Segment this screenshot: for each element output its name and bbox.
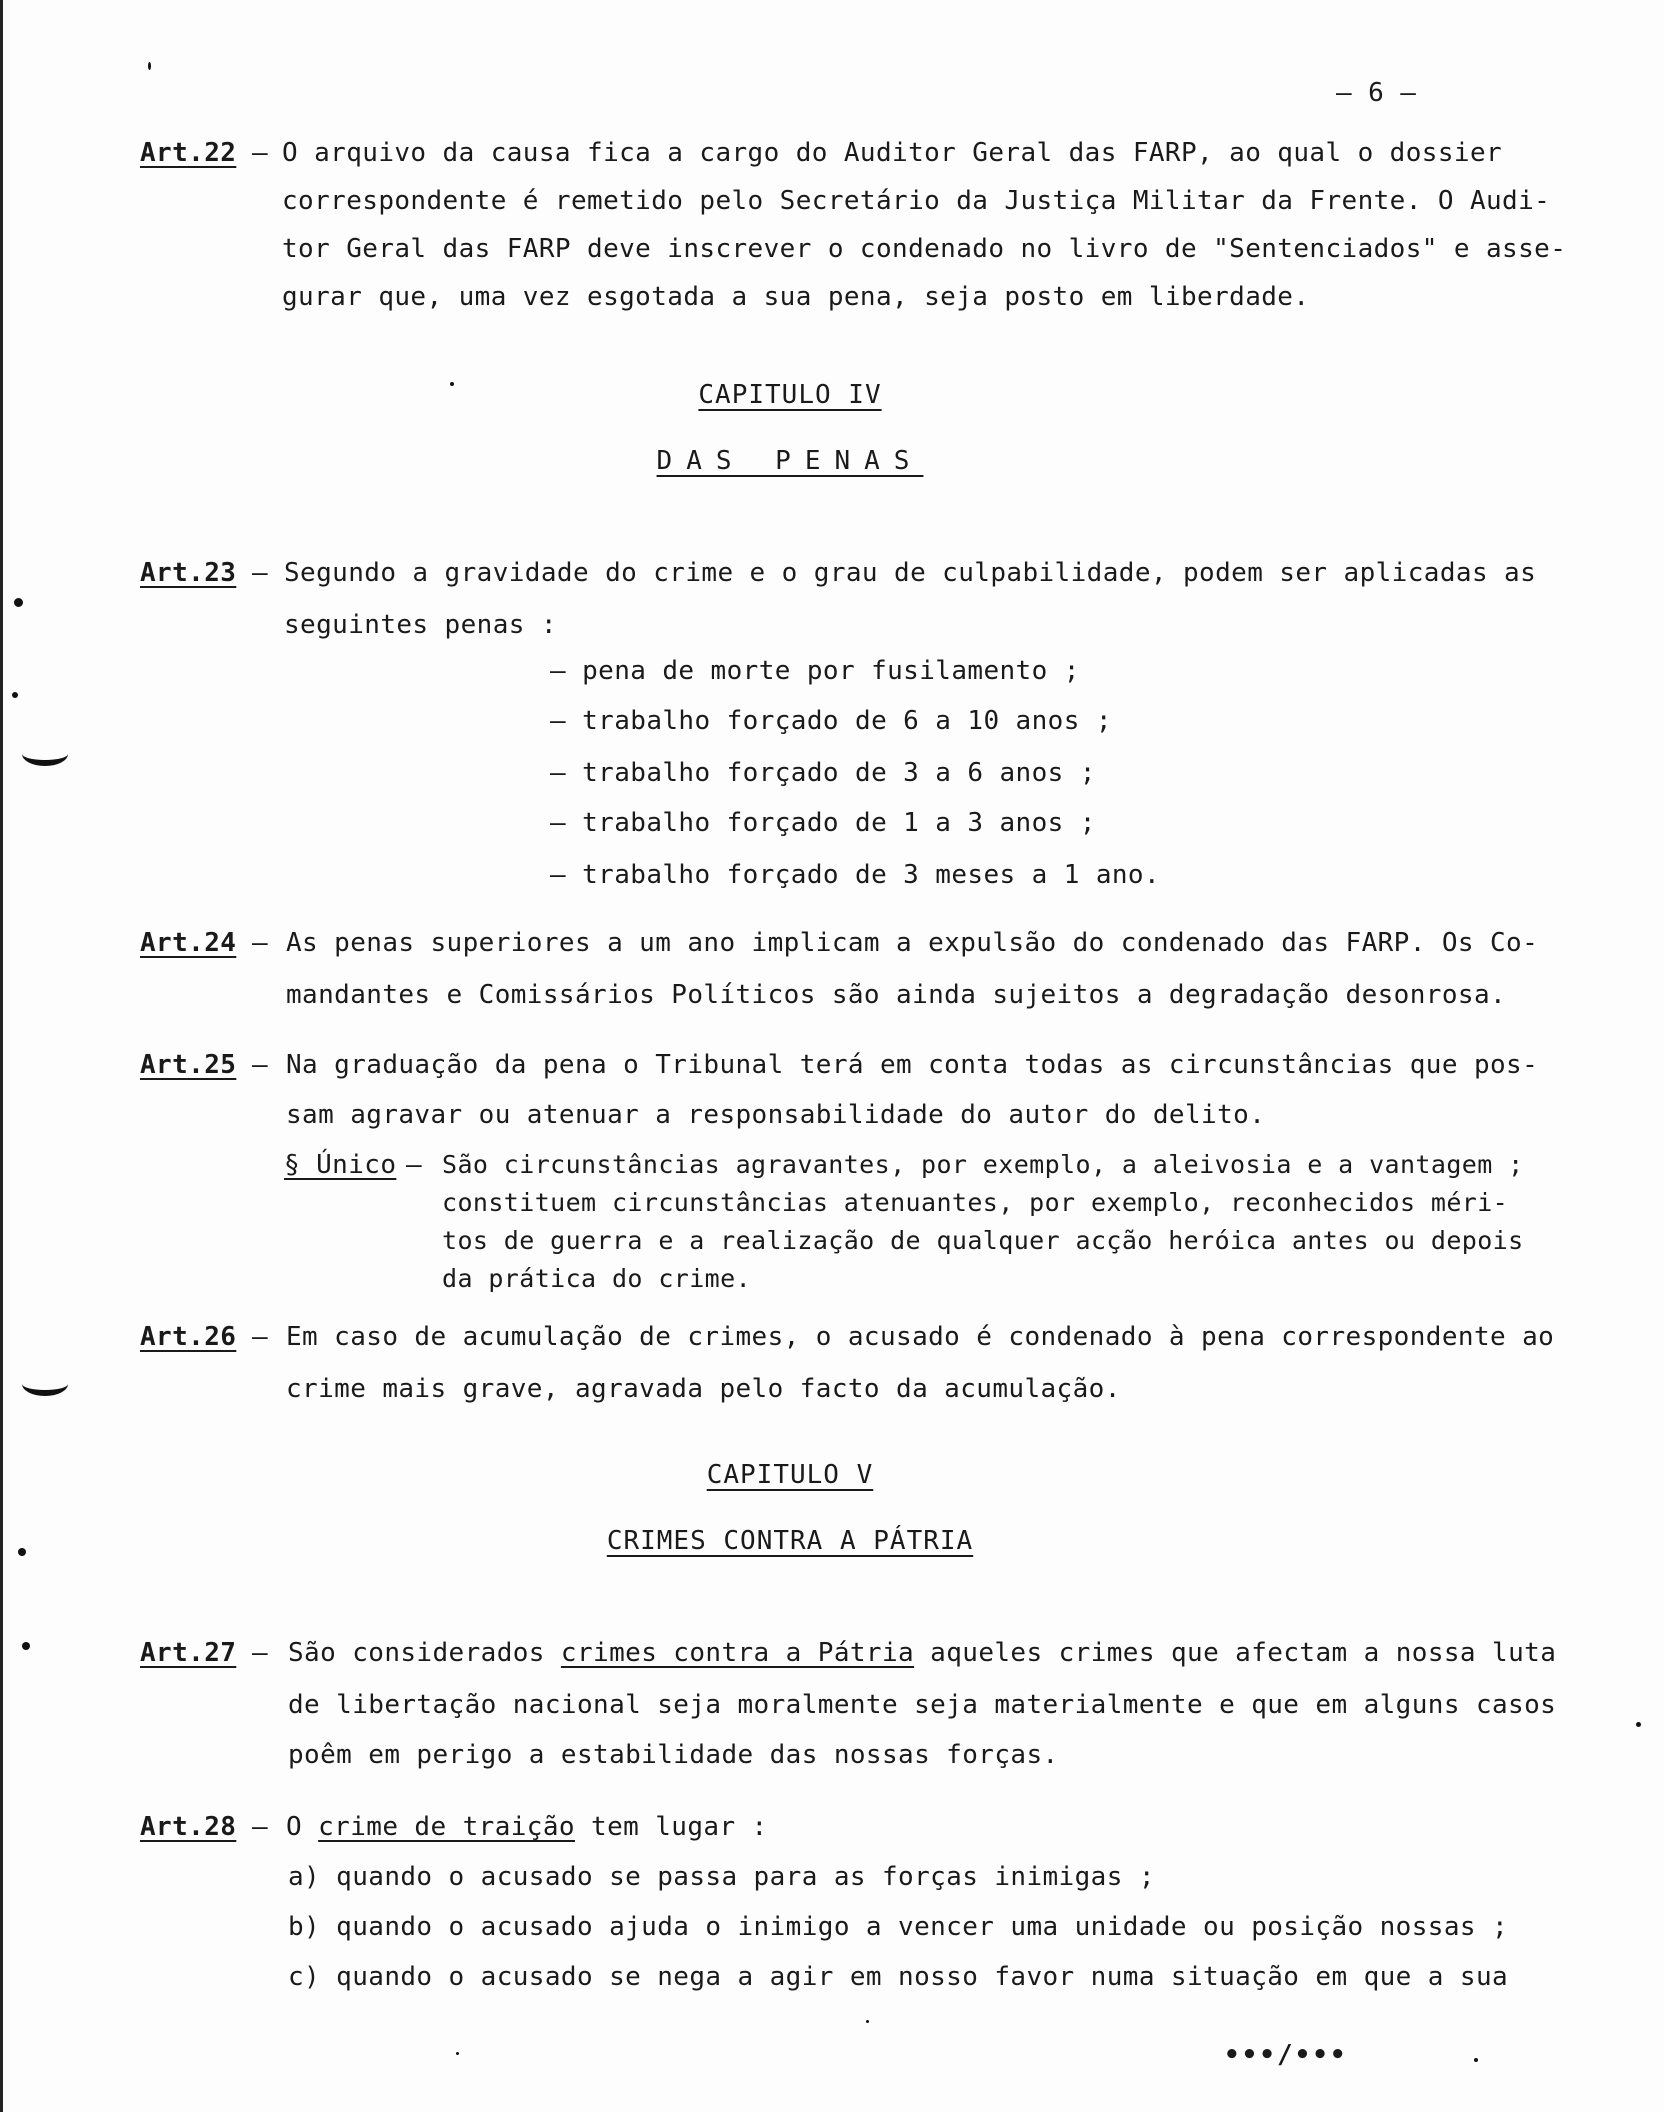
page-left-edge (0, 0, 3, 2112)
continuation-mark: •••/••• (1224, 2040, 1348, 2070)
paragrafo-unico-line-3: tos de guerra e a realização de qualquer acção heróica antes ou depois (442, 1226, 1524, 1255)
penalty-item: – pena de morte por fusilamento ; (550, 656, 1080, 686)
art-22-line-2: correspondente é remetido pelo Secretário da Justiça Militar da Frente. O Audi- (282, 186, 1551, 216)
art-27-dash: – (252, 1638, 269, 1668)
scan-mark (22, 1372, 68, 1396)
art-28-defined-term: crime de traição (318, 1812, 575, 1842)
art-27-line-2: de libertação nacional seja moralmente seja materialmente e que em alguns casos (288, 1690, 1557, 1720)
penalty-item: – trabalho forçado de 3 meses a 1 ano. (550, 860, 1161, 890)
art-22-label: Art.22 (140, 138, 237, 168)
paragrafo-unico-line-2: constituem circunstâncias atenuantes, por exemplo, reconhecidos méri- (442, 1188, 1509, 1217)
penalty-item: – trabalho forçado de 1 a 3 anos ; (550, 808, 1096, 838)
art-23-line-1: Segundo a gravidade do crime e o grau de culpabilidade, podem ser aplicadas as (284, 558, 1537, 588)
art-28-line-1-start: O (286, 1812, 319, 1842)
page-number: – 6 – (1336, 78, 1417, 108)
art-23-dash: – (252, 558, 269, 588)
treason-case-item: b) quando o acusado ajuda o inimigo a vencer uma unidade ou posição nossas ; (288, 1912, 1509, 1942)
art-27-line-1 (288, 1628, 1556, 1678)
penalty-item: – trabalho forçado de 3 a 6 anos ; (550, 758, 1096, 788)
art-22-line-3: tor Geral das FARP deve inscrever o condenado no livro de "Sentenciados" e asse- (282, 234, 1567, 264)
art-26-line-2: crime mais grave, agravada pelo facto da acumulação. (286, 1374, 1121, 1404)
chapter-5-title: CAPITULO V (706, 1460, 874, 1490)
art-26-dash: – (252, 1322, 269, 1352)
scan-speck (1636, 1722, 1641, 1727)
art-22-line-1: O arquivo da causa fica a cargo do Auditor Geral das FARP, ao qual o dossier (282, 138, 1503, 168)
art-26-label: Art.26 (140, 1322, 237, 1352)
art-24-line-1: As penas superiores a um ano implicam a expulsão do condenado das FARP. Os Co- (286, 928, 1539, 958)
paragrafo-unico-dash: – (406, 1150, 423, 1180)
art-25-label: Art.25 (140, 1050, 237, 1080)
paragrafo-unico-label: § Único (284, 1150, 397, 1180)
art-24-dash: – (252, 928, 269, 958)
art-27-line-1-start: São considerados (288, 1638, 561, 1668)
art-25-line-1: Na graduação da pena o Tribunal terá em conta todas as circunstâncias que pos- (286, 1050, 1539, 1080)
chapter-5-subtitle: CRIMES CONTRA A PÁTRIA (606, 1526, 974, 1556)
paragrafo-unico-line-4: da prática do crime. (442, 1264, 752, 1293)
art-28-line-1 (286, 1802, 768, 1852)
chapter-4-subtitle: DAS PENAS (656, 446, 924, 476)
art-23-line-2: seguintes penas : (284, 610, 557, 640)
scan-speck (866, 2020, 869, 2023)
art-23-label: Art.23 (140, 558, 237, 588)
art-28-line-1-end: tem lugar : (574, 1812, 768, 1842)
scan-mark (22, 742, 68, 766)
art-22-line-4: gurar que, uma vez esgotada a sua pena, seja posto em liberdade. (282, 282, 1310, 312)
art-27-line-3: poêm em perigo a estabilidade das nossas forças. (288, 1740, 1059, 1770)
chapter-4-title: CAPITULO IV (698, 380, 882, 410)
scan-speck (456, 2052, 459, 2055)
scan-speck (1474, 2058, 1478, 2062)
art-27-defined-term: crimes contra a Pátria (560, 1638, 915, 1668)
scan-speck (14, 598, 23, 607)
art-27-line-1-end: aqueles crimes que afectam a nossa luta (914, 1638, 1557, 1668)
art-27-label: Art.27 (140, 1638, 237, 1668)
penalty-item: – trabalho forçado de 6 a 10 anos ; (550, 706, 1112, 736)
scan-speck (148, 62, 151, 70)
art-25-dash: – (252, 1050, 269, 1080)
art-28-label: Art.28 (140, 1812, 237, 1842)
art-25-line-2: sam agravar ou atenuar a responsabilidade do autor do delito. (286, 1100, 1266, 1130)
art-28-dash: – (252, 1812, 269, 1842)
art-26-line-1: Em caso de acumulação de crimes, o acusado é condenado à pena correspondente ao (286, 1322, 1555, 1352)
scan-speck (22, 1642, 30, 1650)
paragrafo-unico-line-1: São circunstâncias agravantes, por exemplo, a aleivosia e a vantagem ; (442, 1150, 1524, 1179)
art-24-label: Art.24 (140, 928, 237, 958)
art-22-dash: – (252, 138, 269, 168)
treason-case-item: a) quando o acusado se passa para as forças inimigas ; (288, 1862, 1155, 1892)
art-24-line-2: mandantes e Comissários Políticos são ainda sujeitos a degradação desonrosa. (286, 980, 1507, 1010)
treason-case-item: c) quando o acusado se nega a agir em nosso favor numa situação em que a sua (288, 1962, 1509, 1992)
scan-speck (12, 692, 18, 698)
